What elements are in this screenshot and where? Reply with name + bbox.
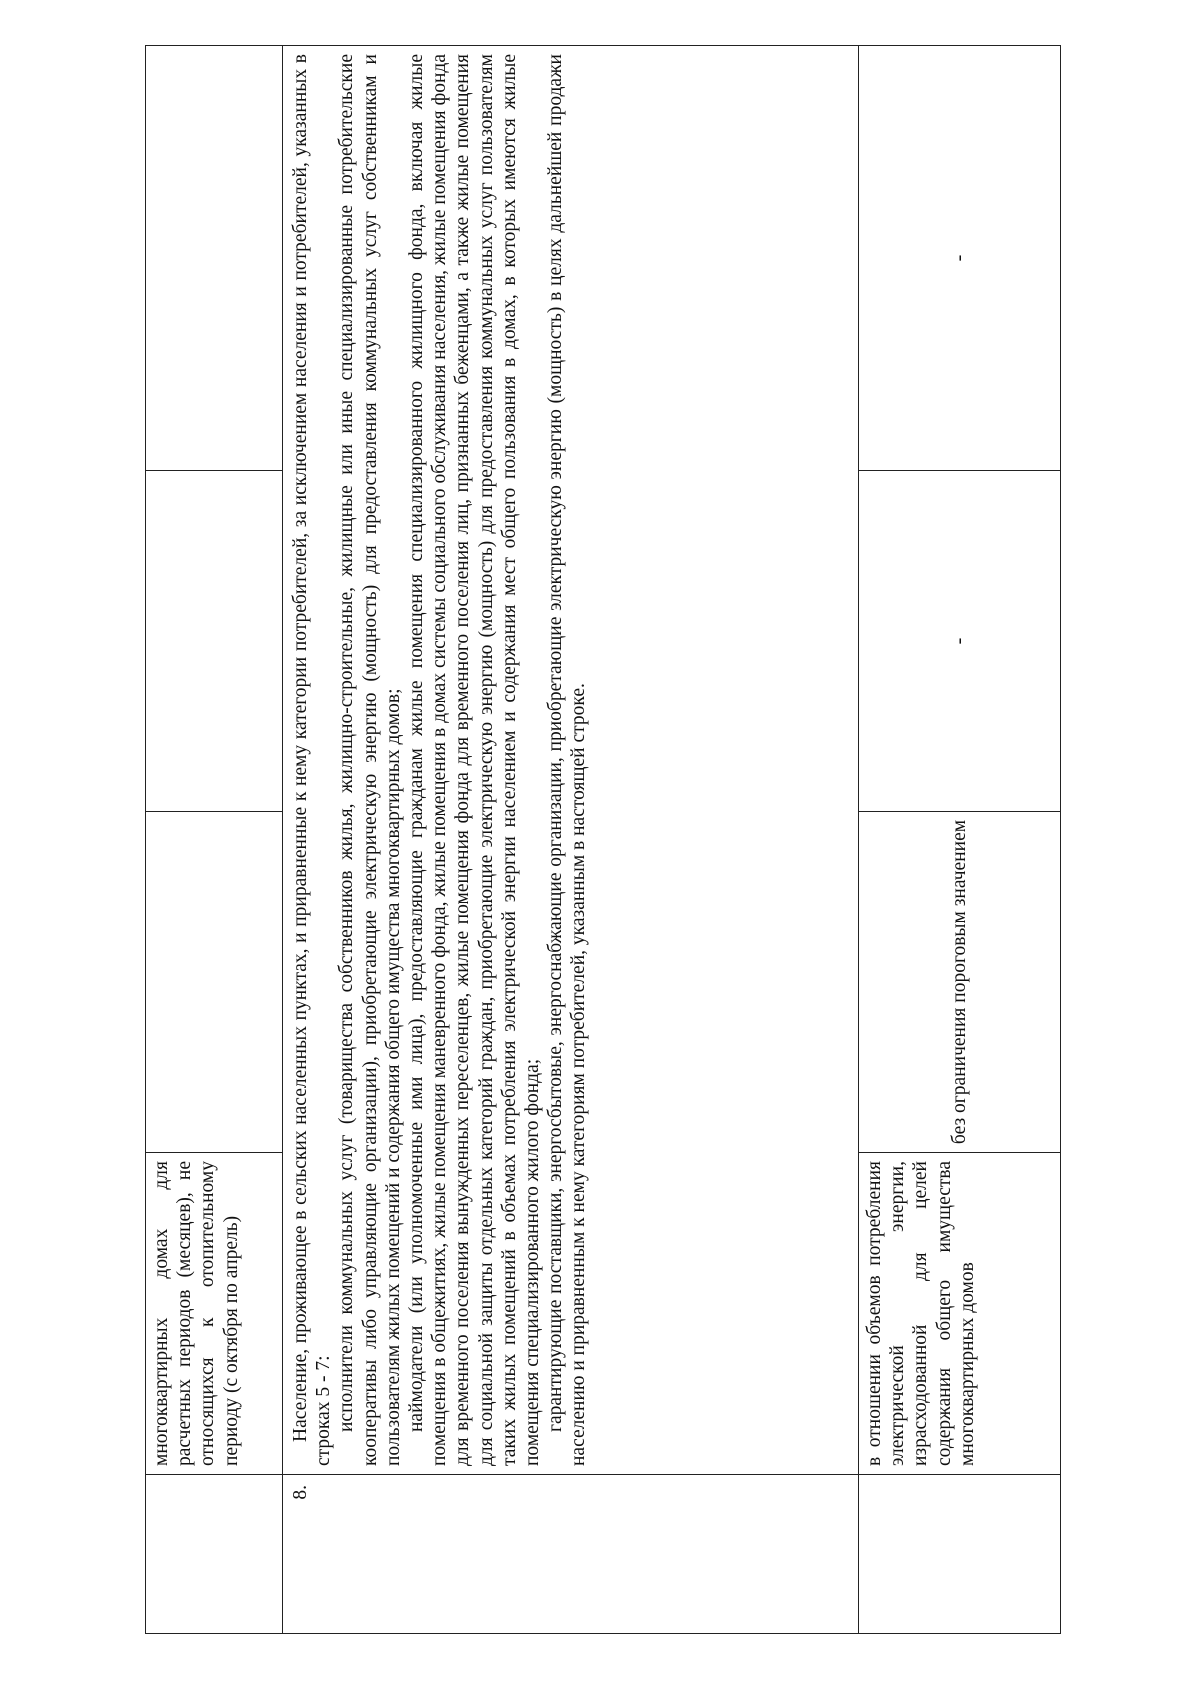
paragraph-landlords: наймодатели (или уполномоченные ими лица), предоставляющие гражданам жилые помещения специализированного жилищного фонда, включая жилые помещения в общежитиях, жилые помещения маневренного фонда, жилые помещения в домах системы социального обслуживания населения, жилые помещения фонда для временного поселения вынужденных переселенцев, жилые помещения фонда для временного поселения лиц, признанных беженцами, а также жилые помещения для социальной защиты отдельных категорий граждан, приобретающие электрическую энергию (мощность) для предоставления коммунальных услуг пользователям таких жилых помещений в объемах потребления электрической энергии населением и содержания мест общего пользования в домах, в которых имеются жилые помещения специализированного жилого фонда;: [406, 54, 544, 1466]
merged-text-cell: [283, 46, 859, 1475]
dash-cell: [859, 46, 1061, 471]
dash-value: -: [947, 254, 970, 262]
table-row: [283, 46, 859, 1634]
table-row: [146, 46, 283, 1634]
row3-description: в отношении объемов потребления электрической энергии, израсходованной для целей содержания общего имущества многоквартирных домов: [864, 1161, 978, 1466]
paragraph-executors: исполнители коммунальных услуг (товарищества собственников жилья, жилищно-строительные, жилищные или иные специализированные потребительские кооперативы либо управляющие организации), приобретающие электрическую энергию (мощность) для предоставления коммунальных услуг собственникам и пользователям жилых помещений и содержания общего имущества многоквартирных домов;: [336, 54, 404, 1466]
dash-cell: [859, 471, 1061, 812]
description-cell: [859, 1153, 1061, 1475]
number-cell-empty: [859, 1475, 1061, 1634]
limit-text: без ограничения пороговым значением: [948, 819, 970, 1145]
rotated-page: [145, 46, 1060, 1634]
paragraph-suppliers: гарантирующие поставщики, энергосбытовые, энергоснабжающие организации, приобретающие электрическую энергию (мощность) в целях дальнейшей продажи населению и приравненным к нему категориям потребителей, указанным в настоящей строке.: [545, 54, 590, 1466]
empty-cell: [146, 471, 283, 812]
dash-value: -: [947, 637, 970, 645]
number-cell: [283, 1475, 859, 1634]
row-number: 8.: [290, 1485, 311, 1500]
paragraph-population: Население, проживающее в сельских населенных пунктах, и приравненные к нему категории потребителей, за исключением населения и потребителей, указанных в строках 5 - 7:: [290, 54, 335, 1466]
table-row: [859, 46, 1061, 1634]
empty-cell: [146, 46, 283, 471]
empty-cell: [146, 812, 283, 1153]
limit-cell: [859, 812, 1061, 1153]
number-cell-empty: [146, 1475, 283, 1634]
tariff-table: [145, 45, 1061, 1634]
row1-description: многоквартирных домах для расчетных периодов (месяцев), не относящихся к отопительному периоду (с октября по апрель): [151, 1161, 242, 1466]
description-cell: [146, 1153, 283, 1475]
